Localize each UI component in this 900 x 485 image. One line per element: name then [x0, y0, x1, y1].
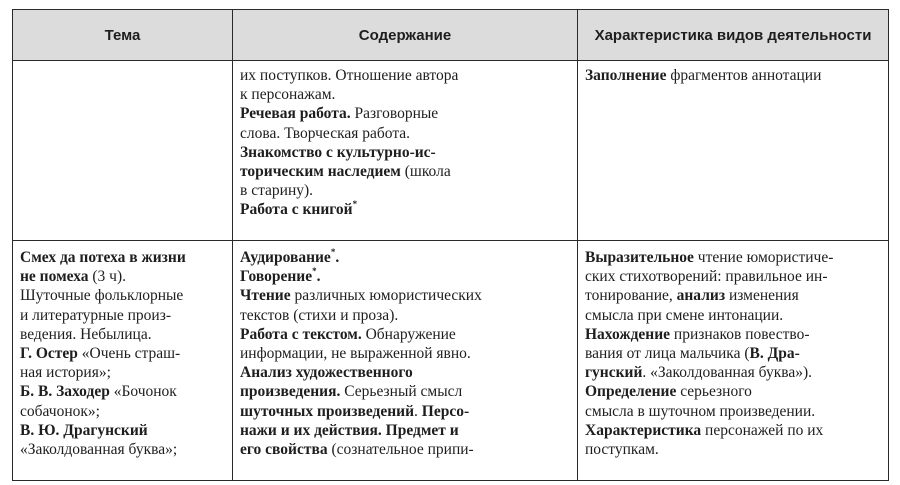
- text-run: смысла в шуточном произведении.: [585, 402, 816, 420]
- bold-text: Нахождение: [585, 325, 671, 343]
- text-line: [585, 286, 880, 305]
- text-run: чтение юмористиче-: [693, 249, 834, 266]
- text-line: [585, 402, 880, 421]
- bold-text: его свойства: [240, 441, 328, 459]
- text-line: [20, 382, 224, 401]
- text-run: текстов (стихи и проза).: [240, 306, 399, 324]
- text-line: [240, 104, 569, 123]
- text-run: «Бочонок: [109, 383, 177, 401]
- bold-text: шуточных произведений: [240, 402, 415, 420]
- text-run: «Очень страш-: [77, 345, 181, 363]
- header-row: [13, 10, 889, 61]
- text-line: [585, 421, 880, 440]
- text-run: их поступков. Отношение автора: [240, 67, 459, 84]
- text-run: в старину).: [240, 182, 314, 200]
- row1-content-cell: [233, 61, 578, 241]
- bold-text: Выразительное: [585, 249, 694, 266]
- text-line: [585, 66, 880, 85]
- text-line: [240, 162, 569, 181]
- text-run: изменения: [725, 287, 799, 305]
- text-run: (3 ч).: [88, 268, 126, 286]
- text-run: фрагментов аннотации: [666, 67, 822, 84]
- text-line: [20, 306, 224, 325]
- bold-text: .: [335, 249, 340, 266]
- bold-text: Работа с книгой: [240, 201, 353, 219]
- text-run: слова. Творческая работа.: [240, 124, 411, 142]
- text-run: (сознательное припи-: [327, 441, 474, 459]
- text-line: [240, 382, 569, 401]
- table-row: [13, 61, 889, 241]
- footnote-mark: *: [352, 199, 358, 210]
- text-line: [240, 85, 569, 104]
- text-run: «Заколдованная буква»;: [20, 441, 178, 459]
- bold-text: В. Ю. Драгунский: [20, 421, 148, 439]
- text-line: [240, 306, 569, 325]
- text-line: [585, 440, 880, 459]
- footnote-mark: *: [312, 266, 317, 277]
- text-run: собачонок»;: [20, 402, 100, 420]
- text-line: [20, 440, 224, 459]
- bold-text: Характеристика: [585, 421, 702, 439]
- text-run: .: [414, 402, 422, 420]
- bold-text: анализ: [676, 287, 726, 305]
- text-line: [240, 200, 569, 219]
- bold-text: [353, 201, 358, 218]
- text-run: вания от лица мальчика (: [585, 345, 750, 363]
- text-line: [240, 440, 569, 459]
- text-line: [20, 248, 224, 267]
- text-line: [240, 421, 569, 440]
- bold-text: торическим наследием: [240, 163, 401, 181]
- text-run: персонажей по их: [701, 421, 824, 439]
- text-line: [20, 402, 224, 421]
- text-line: [240, 363, 569, 382]
- text-line: [20, 344, 224, 363]
- bold-text: Анализ художественного: [240, 364, 413, 382]
- text-run: (школа: [400, 163, 451, 181]
- text-line: [240, 344, 569, 363]
- row2-theme-cell: [13, 241, 233, 481]
- row1-activities-cell: [578, 61, 889, 241]
- bold-text: гунский: [585, 364, 643, 382]
- text-run: признаков повество-: [670, 325, 810, 343]
- text-run: Серьезный смысл: [340, 383, 463, 401]
- curriculum-table: [12, 9, 889, 481]
- text-line: [240, 267, 569, 286]
- header-activities: Характеристика видов деятельности: [578, 10, 889, 61]
- text-line: [585, 306, 880, 325]
- row2-content-cell: [233, 241, 578, 481]
- text-line: [240, 66, 569, 85]
- text-run: ная история»;: [20, 364, 111, 382]
- text-line: [240, 286, 569, 305]
- text-line: [585, 363, 880, 382]
- text-run: ведения. Небылица.: [20, 325, 152, 343]
- text-run: ских стихотворений: правильное ин-: [585, 268, 828, 286]
- text-line: [20, 286, 224, 305]
- text-run: к персонажам.: [240, 86, 336, 104]
- text-run: . «Заколдованная буква»).: [642, 364, 813, 382]
- row2-activities-cell: [578, 241, 889, 481]
- bold-text: Б. В. Заходер: [20, 383, 110, 401]
- bold-text: Персо-: [421, 402, 470, 420]
- bold-text: В. Дра-: [749, 345, 800, 363]
- text-line: [240, 181, 569, 200]
- text-run: различных юмористических: [290, 287, 482, 305]
- text-line: [240, 143, 569, 162]
- text-line: [585, 344, 880, 363]
- text-run: Разговорные: [350, 105, 439, 123]
- bold-text: Работа с текстом.: [240, 325, 362, 343]
- table-row: [13, 241, 889, 481]
- bold-text: произведения.: [240, 383, 341, 401]
- header-theme: Тема: [13, 10, 233, 61]
- bold-text: Заполнение: [585, 67, 667, 84]
- text-line: [240, 325, 569, 344]
- text-line: [585, 382, 880, 401]
- text-line: [240, 124, 569, 143]
- page: [12, 9, 888, 481]
- bold-text: Г. Остер: [20, 345, 78, 363]
- text-line: [20, 363, 224, 382]
- header-content: Содержание: [233, 10, 578, 61]
- text-line: [585, 325, 880, 344]
- bold-text: не помеха: [20, 268, 89, 286]
- text-line: [20, 421, 224, 440]
- text-run: поступкам.: [585, 441, 659, 459]
- text-run: тонирование,: [585, 287, 677, 305]
- bold-text: .: [316, 268, 321, 286]
- bold-text: Знакомство с культурно-ис-: [240, 143, 436, 161]
- text-line: [585, 248, 880, 267]
- footnote-mark: *: [330, 246, 336, 257]
- text-run: Шуточные фольклорные: [20, 287, 184, 305]
- bold-text: Говорение: [240, 268, 313, 286]
- text-line: [585, 267, 880, 286]
- bold-text: Аудирование: [240, 249, 331, 266]
- bold-text: Чтение: [240, 287, 291, 305]
- bold-text: Определение: [585, 383, 677, 401]
- bold-text: Речевая работа.: [240, 105, 351, 123]
- text-run: Обнаружение: [361, 325, 456, 343]
- row1-theme-cell: [13, 61, 233, 241]
- text-line: [240, 402, 569, 421]
- bold-text: Смех да потеха в жизни: [20, 249, 186, 266]
- bold-text: нажи и их действия. Предмет и: [240, 421, 459, 439]
- text-line: [240, 248, 569, 267]
- text-run: информации, не выраженной явно.: [240, 345, 471, 363]
- text-run: серьезного: [676, 383, 752, 401]
- text-line: [20, 267, 224, 286]
- text-run: смысла при смене интонации.: [585, 306, 784, 324]
- text-run: и литературные произ-: [20, 306, 171, 324]
- text-line: [20, 325, 224, 344]
